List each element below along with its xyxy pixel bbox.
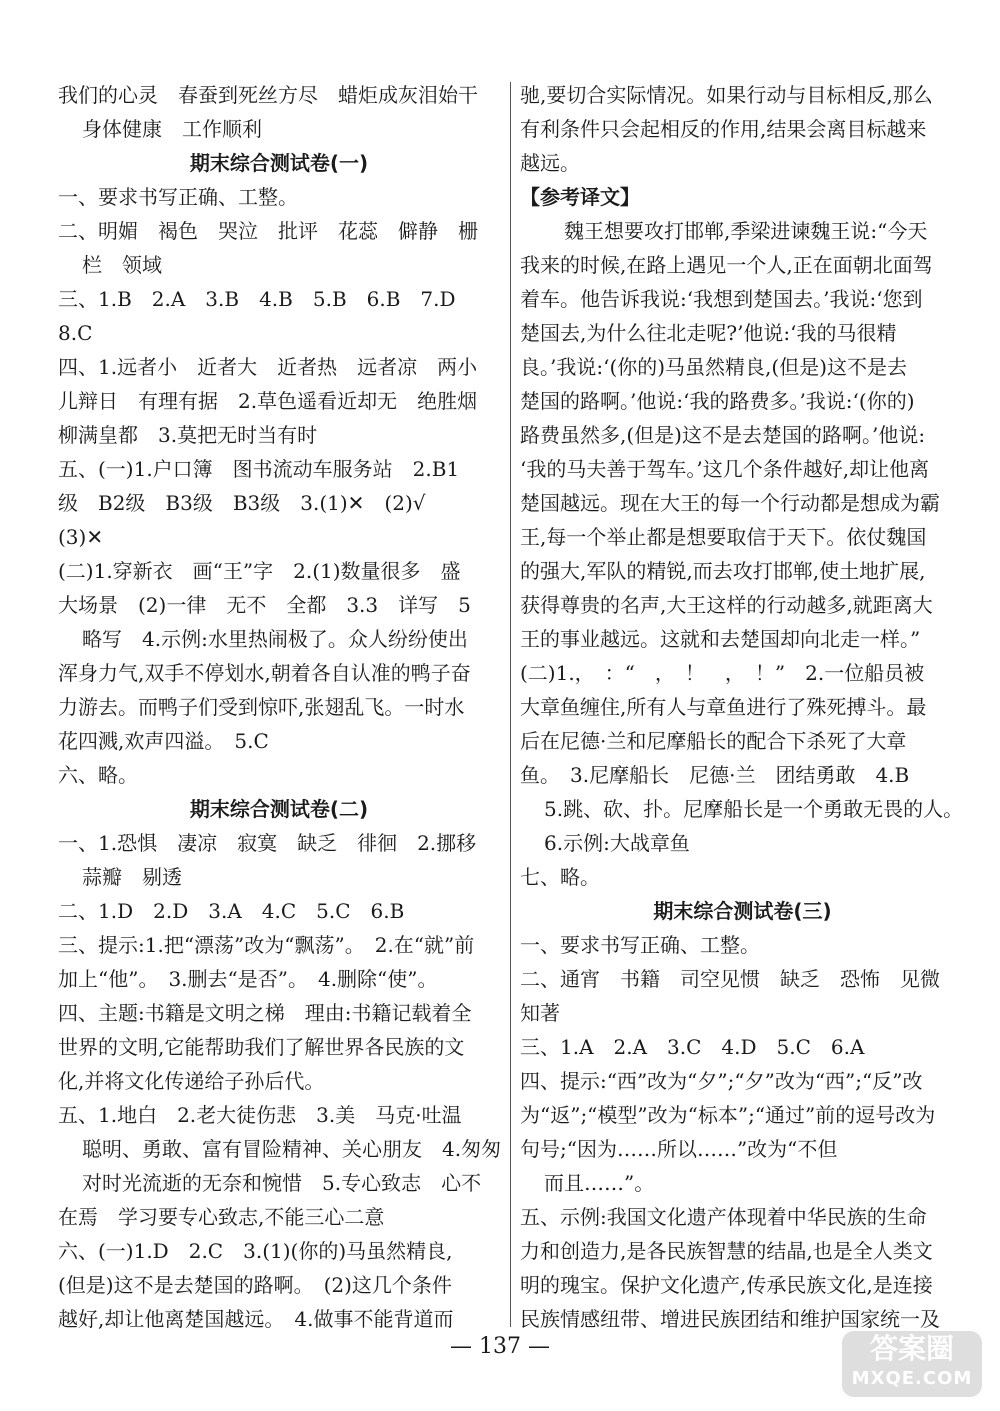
text-line: (3)✕ — [58, 525, 104, 549]
text-line: 聪明、勇敢、富有冒险精神、关心朋友 4.匆匆 — [82, 1137, 502, 1161]
text-line: 为“返”;“模型”改为“标本”;“通过”前的逗号改为 — [520, 1103, 936, 1127]
watermark-text-url: MXQE.COM — [851, 1368, 973, 1389]
text-line: 一、1.恐惧 凄凉 寂寞 缺乏 徘徊 2.挪移 — [58, 831, 477, 855]
text-line: 五、示例:我国文化遗产体现着中华民族的生命 — [520, 1205, 927, 1229]
text-line: 而且……”。 — [544, 1171, 655, 1195]
text-line: 四、主题:书籍是文明之梯 理由:书籍记载着全 — [58, 1001, 472, 1025]
text-line: 的强大,军队的精锐,而去攻打邯郸,使土地扩展, — [520, 559, 926, 583]
text-line: 四、提示:“西”改为“夕”;“夕”改为“西”;“反”改 — [520, 1069, 923, 1093]
column-divider — [510, 82, 511, 1327]
text-line: 8.C — [58, 321, 93, 345]
text-line: 三、1.B 2.A 3.B 4.B 5.B 6.B 7.D — [58, 287, 456, 311]
text-line: 6.示例:大战章鱼 — [544, 831, 690, 855]
text-line: 楚国去,为什么往北走呢?’他说:‘我的马很精 — [520, 321, 897, 345]
section-heading: 期末综合测试卷(三) — [653, 899, 832, 923]
text-line: (二)1.， ：“ ， ！ ， ！” 2.一位船员被 — [520, 661, 925, 685]
text-line: 良。’我说:‘(你的)马虽然精良,(但是)这不是去 — [520, 355, 908, 379]
text-line: 力和创造力,是各民族智慧的结晶,也是全人类文 — [520, 1239, 933, 1263]
text-line: 王的事业越远。这就和去楚国却向北走一样。” — [520, 627, 921, 651]
text-line: (二)1.穿新衣 画“王”字 2.(1)数量很多 盛 — [58, 559, 461, 583]
text-line: 鱼。 3.尼摩船长 尼德·兰 团结勇敢 4.B — [520, 763, 910, 787]
text-line: 六、略。 — [58, 763, 138, 787]
text-line: 世界的文明,它能帮助我们了解世界各民族的文 — [58, 1035, 465, 1059]
section-heading: 【参考译文】 — [520, 185, 640, 209]
text-line: 后在尼德·兰和尼摩船长的配合下杀死了大章 — [520, 729, 907, 753]
section-heading: 期末综合测试卷(一) — [189, 151, 369, 175]
text-line: 民族情感纽带、增进民族团结和维护国家统一及 — [520, 1307, 940, 1331]
text-line: 五、(一)1.户口簿 图书流动车服务站 2.B1 — [58, 457, 460, 481]
text-line: 加上“他”。 3.删去“是否”。 4.删除“使”。 — [58, 967, 438, 991]
text-line: 力游去。而鸭子们受到惊吓,张翅乱飞。一时水 — [58, 695, 465, 719]
text-line: 获得尊贵的名声,大王这样的行动越多,就距离大 — [520, 593, 933, 617]
text-line: 浑身力气,双手不停划水,朝着各自认准的鸭子奋 — [58, 661, 471, 685]
text-line: 路费虽然多,(但是)这不是去楚国的路啊。’他说: — [520, 423, 926, 447]
page-number: — 137 — — [450, 1334, 550, 1359]
text-line: 儿辩日 有理有据 2.草色遥看近却无 绝胜烟 — [58, 389, 478, 413]
text-line: 着车。他告诉我说:‘我想到楚国去。’我说:‘您到 — [520, 287, 923, 311]
text-line: 略写 4.示例:水里热闹极了。众人纷纷使出 — [82, 627, 468, 651]
text-line: 句号;“因为……所以……”改为“不但 — [520, 1137, 838, 1161]
text-line: 对时光流逝的无奈和惋惜 5.专心致志 心不 — [82, 1171, 482, 1195]
text-line: 一、要求书写正确、工整。 — [58, 185, 298, 209]
text-line: 四、1.远者小 近者大 近者热 远者凉 两小 — [58, 355, 478, 379]
text-line: 蒜瓣 剔透 — [82, 865, 182, 889]
text-line: 知著 — [520, 1001, 560, 1025]
text-line: (但是)这不是去楚国的路啊。 (2)这几个条件 — [58, 1273, 452, 1297]
text-line: 大章鱼缠住,所有人与章鱼进行了殊死搏斗。最 — [520, 695, 927, 719]
text-line: 花四溅,欢声四溢。 5.C — [58, 729, 269, 753]
text-line: 三、提示:1.把“漂荡”改为“飘荡”。 2.在“就”前 — [58, 933, 475, 957]
text-line: 二、1.D 2.D 3.A 4.C 5.C 6.B — [58, 899, 405, 923]
text-line: 魏王想要攻打邯郸,季梁进谏魏王说:“今天 — [564, 219, 928, 243]
text-line: 柳满皇都 3.莫把无时当有时 — [58, 423, 318, 447]
text-line: 二、明媚 褐色 哭泣 批评 花蕊 僻静 栅 — [58, 219, 478, 243]
text-line: ‘我的马夫善于驾车。’这几个条件越好,却让他离 — [520, 457, 930, 481]
text-line: 七、略。 — [520, 865, 600, 889]
text-line: 我来的时候,在路上遇见一个人,正在面朝北面驾 — [520, 253, 933, 277]
text-line: 越好,却让他离楚国越远。 4.做事不能背道而 — [58, 1307, 454, 1331]
text-line: 身体健康 工作顺利 — [82, 117, 262, 141]
text-line: 六、(一)1.D 2.C 3.(1)(你的)马虽然精良, — [58, 1239, 453, 1263]
text-line: 楚国的路啊。’他说:‘我的路费多。’我说:‘(你的) — [520, 389, 915, 413]
text-line: 一、要求书写正确、工整。 — [520, 933, 760, 957]
text-line: 栏 领域 — [82, 253, 162, 277]
text-line: 驰,要切合实际情况。如果行动与目标相反,那么 — [520, 83, 933, 107]
text-line: 在焉 学习要专心致志,不能三心二意 — [58, 1205, 385, 1229]
text-line: 王,每一个举止都是想要取信于天下。依仗魏国 — [520, 525, 927, 549]
site-watermark-logo — [842, 1331, 982, 1397]
text-line: 明的瑰宝。保护文化遗产,传承民族文化,是连接 — [520, 1273, 933, 1297]
text-line: 二、通宵 书籍 司空见惯 缺乏 恐怖 见微 — [520, 967, 940, 991]
text-line: 越远。 — [520, 151, 580, 175]
text-line: 大场景 (2)一律 无不 全都 3.3 详写 5 — [58, 593, 471, 617]
text-line: 楚国越远。现在大王的每一个行动都是想成为霸 — [520, 491, 940, 515]
text-line: 级 B2级 B3级 B3级 3.(1)✕ (2)√ — [58, 491, 426, 515]
text-line: 三、1.A 2.A 3.C 4.D 5.C 6.A — [520, 1035, 865, 1059]
text-line: 化,并将文化传递给子孙后代。 — [58, 1069, 325, 1093]
text-line: 五、1.地白 2.老大徒伤悲 3.美 马克·吐温 — [58, 1103, 462, 1127]
section-heading: 期末综合测试卷(二) — [189, 797, 369, 821]
text-line: 我们的心灵 春蚕到死丝方尽 蜡炬成灰泪始干 — [58, 83, 478, 107]
text-line: 有利条件只会起相反的作用,结果会离目标越来 — [520, 117, 927, 141]
watermark-text-main: 答案圈 — [869, 1332, 954, 1365]
text-line: 5.跳、砍、扑。尼摩船长是一个勇敢无畏的人。 — [544, 797, 964, 821]
